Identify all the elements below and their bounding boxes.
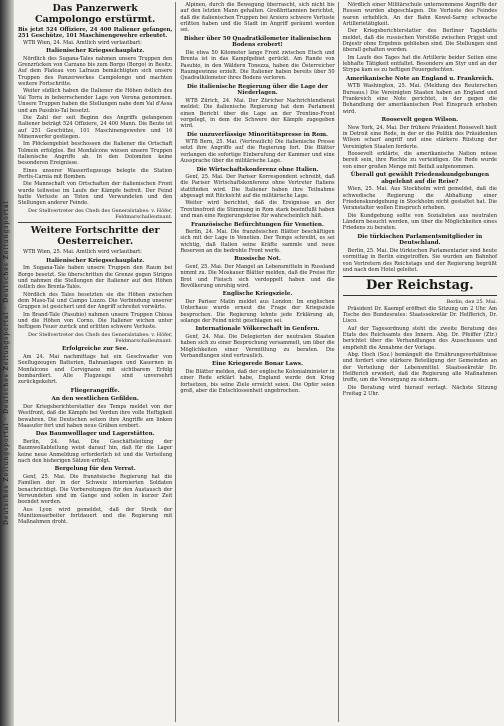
paragraph: WTB Bern, 25. Mai. (Vertraulich) Die italienische Presse setzt ihre Angriffe auf die Regierung fort. Die Blätter verlangen die sofortige Einberufung der Kammer und eine Aussprache über die militärische Lage. — [180, 139, 335, 165]
paragraph: Die Blätter melden, daß der englische Kolonialminister in einer Rede erklärt habe, England werde den Krieg fortsetzen, bis seine Ziele erreicht seien. Die Opfer seien groß, aber die Entschlossenheit ungebrochen. — [180, 368, 335, 394]
column-2 — [180, 2, 338, 722]
paragraph: Die Mannschaft von Ortschaften der italienischen Front wurde teilweise im Laufe der Kämpfe befreit. Der Feind hatte Verluste an Toten und Verwundeten und den Stellungen anderer Feinde. — [18, 181, 173, 207]
subhead-english-goals: Englische Kriegsziele. — [222, 291, 293, 298]
paragraph: Nördlich des Sugana-Tales nahmen unsere Truppen den Grenzrücken von Carzano bis zum Borgo (Borgo) in Besitz. Auf dem Plateau von Lafraun bemächtigten sich unsere Truppen des Panzerwerkes Campolongo und machten weitere Fortschritte. — [18, 55, 173, 88]
subhead-geneva: Internationale Völkerschaft in Genfern. — [195, 326, 320, 333]
paragraph: Genf, 25. Mai. Der Mangel an Lebensmitteln in Russland nimmt zu. Die Moskauer Blätter melden, daß die Preise für Brot und Fleisch sich verdoppelt haben und die Bevölkerung unruhig wird. — [180, 264, 335, 290]
spine-text: Deutsches Zeitungsportal · Deutsches Zeitungsportal · Deutsches Zeitungsportal — [3, 200, 10, 526]
paragraph: Der Pariser Matin meldet aus London: Im englischen Unterhaus wurde erneut die Frage der Kriegsziele besprochen. Die Regierung lehnte jede Erklärung ab, solange der Feind nicht geschlagen sei. — [180, 299, 335, 325]
paragraph: Eines unserer Wasserflugzeuge belegte die Station Pertis-Carnia mit Bomben. — [18, 167, 173, 180]
subhead-italian-front-2: Italienischer Kriegsschauplatz. — [46, 257, 145, 264]
paragraph: Berlin, 25. Mai. Die türkischen Parlamentarier sind heute vormittag in Berlin eingetroffen. Sie wurden am Bahnhof von Vertretern des Reichstags und der Regierung begrüßt und nach dem Hotel geleitet. — [342, 247, 497, 273]
subhead-flyers: Fliegerangriffe. — [70, 387, 120, 394]
paragraph: Genf, 25. Mai. Der Pariser Korrespondent schreibt, daß die Pariser Wirtschaftskonferenz ohne Vertreter Italiens stattfinden wird. Die Italiener haben ihre Teilnahme abgesagt mit Rücksicht auf die militärische Lage. — [180, 174, 335, 200]
paragraph: Weiter südlich haben die Italiener die Höhen östlich des Val Torra in beherrschender Lage von Verona genommen. Unsere Truppen haben die Stellungen nahe dem Val d'Assa und am Pasubio-Tal besetzt. — [18, 88, 173, 114]
column-3 — [343, 2, 500, 722]
subhead-rome-press: Die unzuverlässige Minoritätspresse in Rom. — [187, 131, 328, 138]
subhead-roosevelt: Roosevelt gegen Wilson. — [381, 117, 459, 124]
paragraph: Berlin, 24. Mai. Die französischen Blätter beschäftigen sich mit der Lage in Venetien. Der Temps schreibt, es sei wichtig, daß Italien seine Kräfte sammle und neue Reserven an die bedrohte Front werfe. — [180, 229, 335, 255]
subhead-economic-conference: Die Wirtschaftskonferenz ohne Italien. — [196, 166, 319, 173]
column-1 — [18, 2, 176, 722]
subhead-italian-front: Italienischer Kriegsschauplatz. — [46, 48, 145, 55]
section-reichstag: Der Reichstag. — [343, 276, 497, 296]
paragraph: Aus Lyon wird gemeldet, daß der Streik der Munitionsarbeiter fortdauert und die Regierung mit Maßnahmen droht. — [18, 506, 173, 526]
subhead-peace-rallies: Überall gut gewählt Friedenskundgebungen abgelehnt auf die Reise? — [350, 172, 490, 185]
dateline: Berlin, den 25. Mai. — [446, 299, 497, 306]
subhead-cotton: Das Baumwolllager und Lagerstätten. — [35, 431, 155, 438]
paragraph: Auf der Tagesordnung steht die zweite Beratung des Etats des Reichsamts des Innern. Abg. Dr. Pfeiffer (Ztr.) berichtet über die Verhandlungen des Ausschusses und empfiehlt die Annahme der Vorlage. — [342, 325, 497, 351]
paragraph: Weiter wird berichtet, daß die Ereignisse an der Trentinofront die Stimmung in Rom stark beeinflußt haben und man eine Regierungskrise für wahrscheinlich hält. — [180, 200, 335, 220]
paragraph: WTB Zürich, 24. Mai. Der Züricher Nachrichtendienst meldet: Die italienische Regierung hat dem Parlament einen Bericht über die Lage an der Trentino-Front vorgelegt, in dem die Schwere der Kämpfe zugegeben wird. — [180, 97, 335, 130]
paragraph: Alpinen, durch die Bewegung überrascht, sich nicht bis auf den letzten Mann gehalten. Großbritannien berichtet, daß die italienischen Truppen bei Arsiero schwere Verluste erlitten haben und die Stadt im Angriff geräumt worden sei. — [180, 2, 335, 34]
paragraph: Der Kriegsberichterstatter des Temps meldet von der Westfront, daß die Kämpfe bei Verdun ihre volle Heftigkeit bewahren. Die Deutschen setzen ihre Angriffe am linken Maasufer fort und haben neue Gräben erobert. — [18, 403, 173, 429]
subhead-italian-government: Die italienische Regierung über die Lage der Niederlagen. — [186, 83, 329, 97]
paragraph: Genf, 24. Mai. Die Delegierten der neutralen Staaten haben sich zu einer Besprechung versammelt, um über die Möglichkeiten einer Vermittlung zu beraten. Die Verhandlungen sind vertraulich. — [180, 334, 335, 360]
paragraph: New York, 24. Mai. Der frühere Präsident Roosevelt hielt in Detroit eine Rede, in der er die Politik des Präsidenten Wilson scharf angriff und eine stärkere Rüstung der Vereinigten Staaten forderte. — [342, 124, 497, 150]
paragraph: Am 24. Mai nachmittags hat ein Geschwader von Seeflugzeugen Batterien, Bahnanlagen und Kasernen in Monfalcone und Cervignano mit sichtbarem Erfolg bombardiert. Alle Flugzeuge sind unversehrt zurückgekehrt. — [18, 354, 173, 386]
binding-spine — [0, 0, 14, 726]
paragraph: Wien, 25. Mai. Aus Stockholm wird gemeldet, daß die schwedische Regierung die Abhaltung einer Friedenskundgebung in Stockholm nicht gestattet hat. Die Veranstalter wollen Einspruch erheben. — [342, 186, 497, 212]
divider — [18, 222, 172, 223]
subhead-50km: Bisher über 50 Quadratkilometer italienischen Bodens erobert! — [183, 35, 332, 49]
paragraph: Im Plöckengebiet beschossen die Italiener die Ortschaft Tolmein erfolglos. Bei Monfalcone wiesen unsere Truppen italienische Angriffe ab. In den Dolomiten keine besonderen Ereignisse. — [18, 141, 173, 167]
paragraph: Die Beratung wird hierauf vertagt. Nächste Sitzung Freitag 2 Uhr. — [342, 384, 497, 398]
subhead-russian: Russische Not. — [234, 256, 281, 263]
paragraph: Im Brand-Tale (Pasubio) nahmen unsere Truppen Chiesa und die Höhen von Corno. Die Italiener wichen unter heftigem Feuer zurück und erlitten schwere Verluste. — [18, 311, 173, 331]
lead-text: Bis jetzt 524 Offiziere, 24 400 Italiener gefangen, 251 Geschütze, 101 Maschinengewehre erbeutet. — [18, 27, 173, 40]
headline-progress: Weitere Fortschritte der Oesterreicher. — [30, 225, 160, 248]
subhead-sea: Erfolgreiche zur See. — [62, 346, 129, 353]
subhead-west: An den westlichen Gefilden. — [51, 396, 139, 403]
paragraph: Präsident Dr. Kaempf eröffnet die Sitzung um 2 Uhr. Am Tische des Bundesrates: Staatssekretär Dr. Helfferich, Dr. Lisco. — [342, 305, 497, 325]
headline-campolongo: Das Panzerwerk Campolongo erstürmt. — [34, 3, 156, 25]
paragraph: Abg. Hoch (Soz.) bemängelt die Ernährungsverhältnisse und fordert eine stärkere Beteiligung der Gemeinden an der Verteilung der Lebensmittel. Staatssekretär Dr. Helfferich erwidert, daß die Regierung alle Maßnahmen treffe, um die Versorgung zu sichern. — [342, 352, 497, 384]
subhead-american-note: Amerikanische Note an England u. Frankreich. — [346, 75, 494, 82]
paragraph: Die etwa 50 Kilometer lange Front zwischen Etsch und Brenta ist in das Kampfgebiet gerückt. Am Rande von Pasubio, in den Wäldern Tonezza, haben die Österreicher Raumgewinne erzielt. Die Italiener haben bereits über 50 Quadratkilometer ihres Bodens verloren. — [180, 49, 335, 82]
subhead-venetia: Französische Befürchtungen für Venetien. — [191, 221, 324, 228]
dateline: WTB Wien, 24. Mai. Amtlich wird verlautbart: — [23, 39, 142, 46]
subhead-betrayal: Bergelung für den Verrat. — [54, 466, 136, 473]
paragraph: Roosevelt erklärte, die amerikanische Nation müsse bereit sein, ihre Rechte zu verteidigen. Die Rede wurde von einer großen Menge mit Beifall aufgenommen. — [342, 151, 497, 170]
paragraph: Nördlich des Tales besetzten sie die Höhen zwischen dem Maso-Tal und Campo Luzzo. Die Verbindung unserer Gruppen ist gesichert und der Angriff schreitet vorwärts. — [18, 291, 173, 311]
paragraph: WTB Washington, 25. Mai. (Meldung des Reuterschen Bureaus.) Die Vereinigten Staaten haben an England und Frankreich eine Note gerichtet, in der gegen die Behandlung der amerikanischen Post Einspruch erhoben wird. — [342, 83, 497, 115]
paragraph: Die Zahl der seit Beginn des Angriffs gefangenen Italiener beträgt 524 Offiziere, 24 400 Mann. Die Beute ist auf 251 Geschütze, 101 Maschinengewehre und 16 Minenwerfer gestiegen. — [18, 114, 173, 140]
paragraph: Berlin, 24. Mai. Die Geschäftsleitung der Baumwollabteilung weist darauf hin, daß für die Lager keine neue Anmeldung erforderlich ist und die Verteilung nach den bisherigen Sätzen erfolgt. — [18, 438, 173, 464]
paragraph: Der Kriegsberichterstatter des Berliner Tageblatts meldet, daß die russischen Vorstöße zwischen Pripjet und Dnjestr ohne Ergebnis geblieben sind. Die Stellungen sind überall gehalten worden. — [342, 28, 497, 54]
paragraph: Nördlich einer Militärschule unternommene Angriffe der Russen wurden abgeschlagen. Die Verluste des Feindes waren erheblich. An der Bahn Kowel-Sarny schwache Artillerietätigkeit. — [342, 2, 497, 28]
columns — [18, 2, 500, 722]
dateline: WTB Wien, 25. Mai. Amtlich wird verlautbart: — [23, 249, 142, 256]
paragraph: Im Laufe des Tages hat die Artillerie beider Seiten eine lebhafte Tätigkeit entfaltet. Besonders am Styr und an der Strypa kam es zu heftigen Feuergefechten. — [342, 54, 497, 74]
signature: Der Stellvertreter des Chefs des Generalstabes: v. Höfer, Feldmarschalleutnant. — [27, 207, 173, 220]
paragraph: Die Kundgebung sollte von Sozialisten aus neutralen Ländern besucht werden, um über die Möglichkeiten eines Friedens zu beraten. — [342, 212, 497, 232]
paragraph: Genf, 25. Mai. Die französische Regierung hat die Familien der in der Schweiz internierten Soldaten benachrichtigt. Die Vorbereitungen für den Austausch der Verwundeten sind im Gange und sollen in kurzer Zeit beendet werden. — [18, 473, 173, 506]
paragraph: Im Sugana-Tale haben unsere Truppen den Raum bei Borgo besetzt. Sie überschritten die Grenze gegen Strigno und nahmen die Stellungen der Italiener auf den Höhen östlich des Brenta-Tales. — [18, 265, 173, 291]
signature: Der Stellvertreter des Chefs des Generalstabes: v. Höfer, Feldmarschalleutnant. — [27, 331, 173, 345]
subhead-turkish-parliament: Die türkischen Parlamentsmitglieder in Deutschland. — [357, 233, 483, 247]
subhead-bonar-law: Eine Kriegsrede Bonar Laws. — [212, 361, 303, 368]
